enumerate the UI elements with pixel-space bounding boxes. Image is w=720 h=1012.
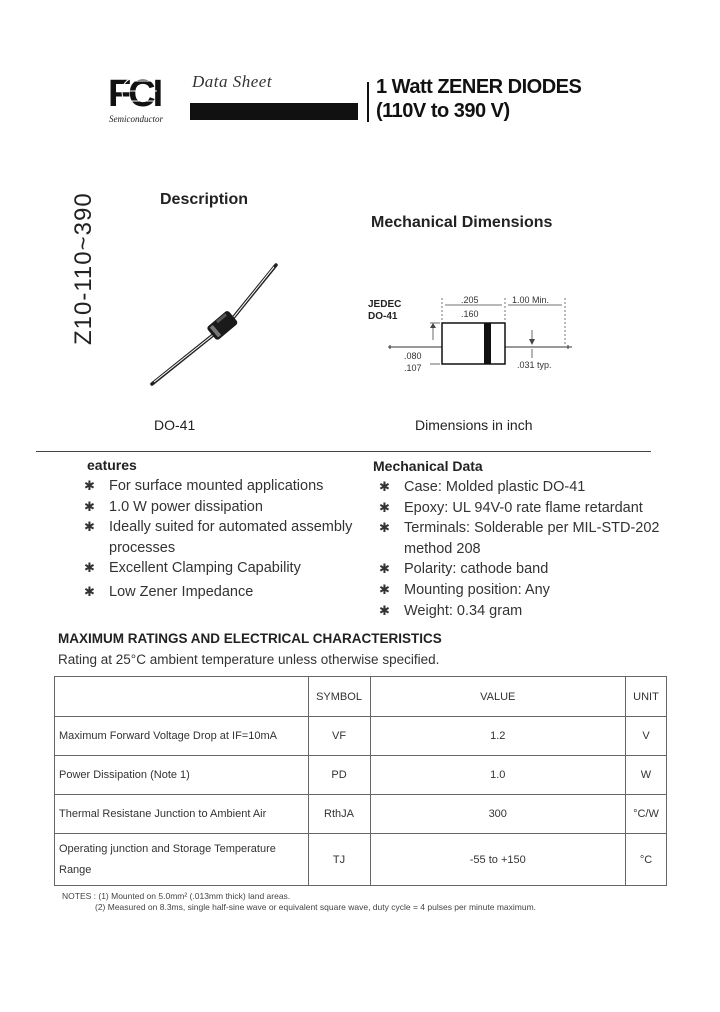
symbol-cell: RthJA bbox=[308, 795, 370, 834]
value-cell: 1.0 bbox=[370, 756, 625, 795]
list-item: ✱ Mounting position: Any bbox=[379, 580, 674, 601]
ratings-subheading: Rating at 25°C ambient temperature unless otherwise specified. bbox=[58, 652, 440, 667]
value-cell: 1.2 bbox=[370, 717, 625, 756]
datasheet-label: Data Sheet bbox=[192, 72, 273, 91]
asterisk-icon: ✱ bbox=[379, 581, 390, 597]
dim-length-bottom: .160 bbox=[461, 309, 479, 319]
dimension-drawing bbox=[360, 290, 580, 380]
param-cell: Thermal Resistane Junction to Ambient Air bbox=[55, 795, 309, 834]
header-value: VALUE bbox=[370, 677, 625, 717]
logo-subtext: Semiconductor bbox=[109, 114, 163, 124]
list-item: ✱ Polarity: cathode band bbox=[379, 559, 674, 580]
list-item: ✱ For surface mounted applications bbox=[84, 476, 364, 497]
asterisk-icon: ✱ bbox=[379, 520, 390, 536]
fci-logo bbox=[107, 73, 182, 125]
diode-illustration bbox=[140, 255, 290, 395]
asterisk-icon: ✱ bbox=[379, 602, 390, 618]
dim-lead-length: 1.00 Min. bbox=[512, 295, 550, 305]
unit-cell: °C/W bbox=[625, 795, 666, 834]
product-title: 1 Watt ZENER DIODES bbox=[376, 76, 582, 98]
value-cell: 300 bbox=[370, 795, 625, 834]
list-item: ✱ Ideally suited for automated assembly processes bbox=[84, 519, 353, 556]
features-heading: eatures bbox=[87, 457, 137, 473]
table-row bbox=[55, 756, 667, 795]
list-item: ✱ Weight: 0.34 gram bbox=[379, 601, 674, 622]
symbol-cell: PD bbox=[308, 756, 370, 795]
note-2: (2) Measured on 8.3ms, single half-sine wave or equivalent square wave, duty cycle = 4 pulses per minute maximum. bbox=[95, 902, 537, 912]
ratings-heading: MAXIMUM RATINGS AND ELECTRICAL CHARACTERISTICS bbox=[58, 631, 442, 646]
table-header-row bbox=[55, 677, 667, 717]
asterisk-icon: ✱ bbox=[84, 498, 95, 514]
symbol-cell: VF bbox=[308, 717, 370, 756]
header-unit: UNIT bbox=[625, 677, 666, 717]
value-cell: -55 to +150 bbox=[370, 834, 625, 886]
unit-cell: W bbox=[625, 756, 666, 795]
mechanical-data-heading: Mechanical Data bbox=[373, 458, 483, 474]
note-1: NOTES : (1) Mounted on 5.0mm² (.013mm thick) land areas. bbox=[62, 891, 291, 901]
list-item: ✱ Excellent Clamping Capability bbox=[84, 558, 364, 579]
logo-text: FCI bbox=[108, 73, 161, 115]
part-number-vertical: Z10-110~390 bbox=[70, 192, 97, 345]
asterisk-icon: ✱ bbox=[379, 561, 390, 577]
symbol-cell: TJ bbox=[308, 834, 370, 886]
asterisk-icon: ✱ bbox=[84, 478, 95, 493]
notes bbox=[62, 891, 536, 913]
header-bar bbox=[190, 103, 358, 120]
asterisk-icon: ✱ bbox=[84, 560, 95, 576]
list-item: ✱ Terminals: Solderable per MIL-STD-202 method 208 bbox=[379, 520, 660, 557]
jedec-package: DO-41 bbox=[368, 311, 398, 322]
asterisk-icon: ✱ bbox=[379, 479, 390, 494]
asterisk-icon: ✱ bbox=[84, 519, 95, 535]
param-cell: Maximum Forward Voltage Drop at IF=10mA bbox=[55, 717, 309, 756]
package-caption: DO-41 bbox=[154, 417, 196, 433]
description-heading: Description bbox=[160, 191, 249, 208]
header-param bbox=[55, 677, 309, 717]
mechanical-data-list bbox=[379, 477, 674, 621]
dimensions-caption: Dimensions in inch bbox=[415, 417, 533, 433]
table-row bbox=[55, 717, 667, 756]
param-cell: Power Dissipation (Note 1) bbox=[55, 756, 309, 795]
list-item: ✱ Case: Molded plastic DO-41 bbox=[379, 477, 674, 498]
dim-lead-dia: .031 typ. bbox=[517, 360, 552, 370]
unit-cell: °C bbox=[625, 834, 666, 886]
features-list bbox=[84, 476, 364, 603]
list-item: ✱ Low Zener Impedance bbox=[84, 582, 364, 603]
header-divider bbox=[367, 82, 369, 122]
mechanical-dimensions-heading: Mechanical Dimensions bbox=[371, 214, 553, 231]
list-item: ✱ 1.0 W power dissipation bbox=[84, 497, 364, 518]
dim-length-top: .205 bbox=[461, 295, 479, 305]
jedec-label: JEDEC bbox=[368, 299, 402, 310]
asterisk-icon: ✱ bbox=[84, 583, 95, 599]
param-cell: Operating junction and Storage Temperature Range bbox=[55, 834, 309, 886]
dim-body-dia-bottom: .107 bbox=[404, 363, 422, 373]
ratings-table bbox=[54, 676, 667, 886]
unit-cell: V bbox=[625, 717, 666, 756]
table-row bbox=[55, 795, 667, 834]
asterisk-icon: ✱ bbox=[379, 499, 390, 515]
list-item: ✱ Epoxy: UL 94V-0 rate flame retardant bbox=[379, 498, 674, 519]
section-divider bbox=[36, 451, 651, 452]
dim-body-dia-top: .080 bbox=[404, 351, 422, 361]
voltage-range: (110V to 390 V) bbox=[376, 100, 510, 122]
header-symbol: SYMBOL bbox=[308, 677, 370, 717]
table-row bbox=[55, 834, 667, 886]
